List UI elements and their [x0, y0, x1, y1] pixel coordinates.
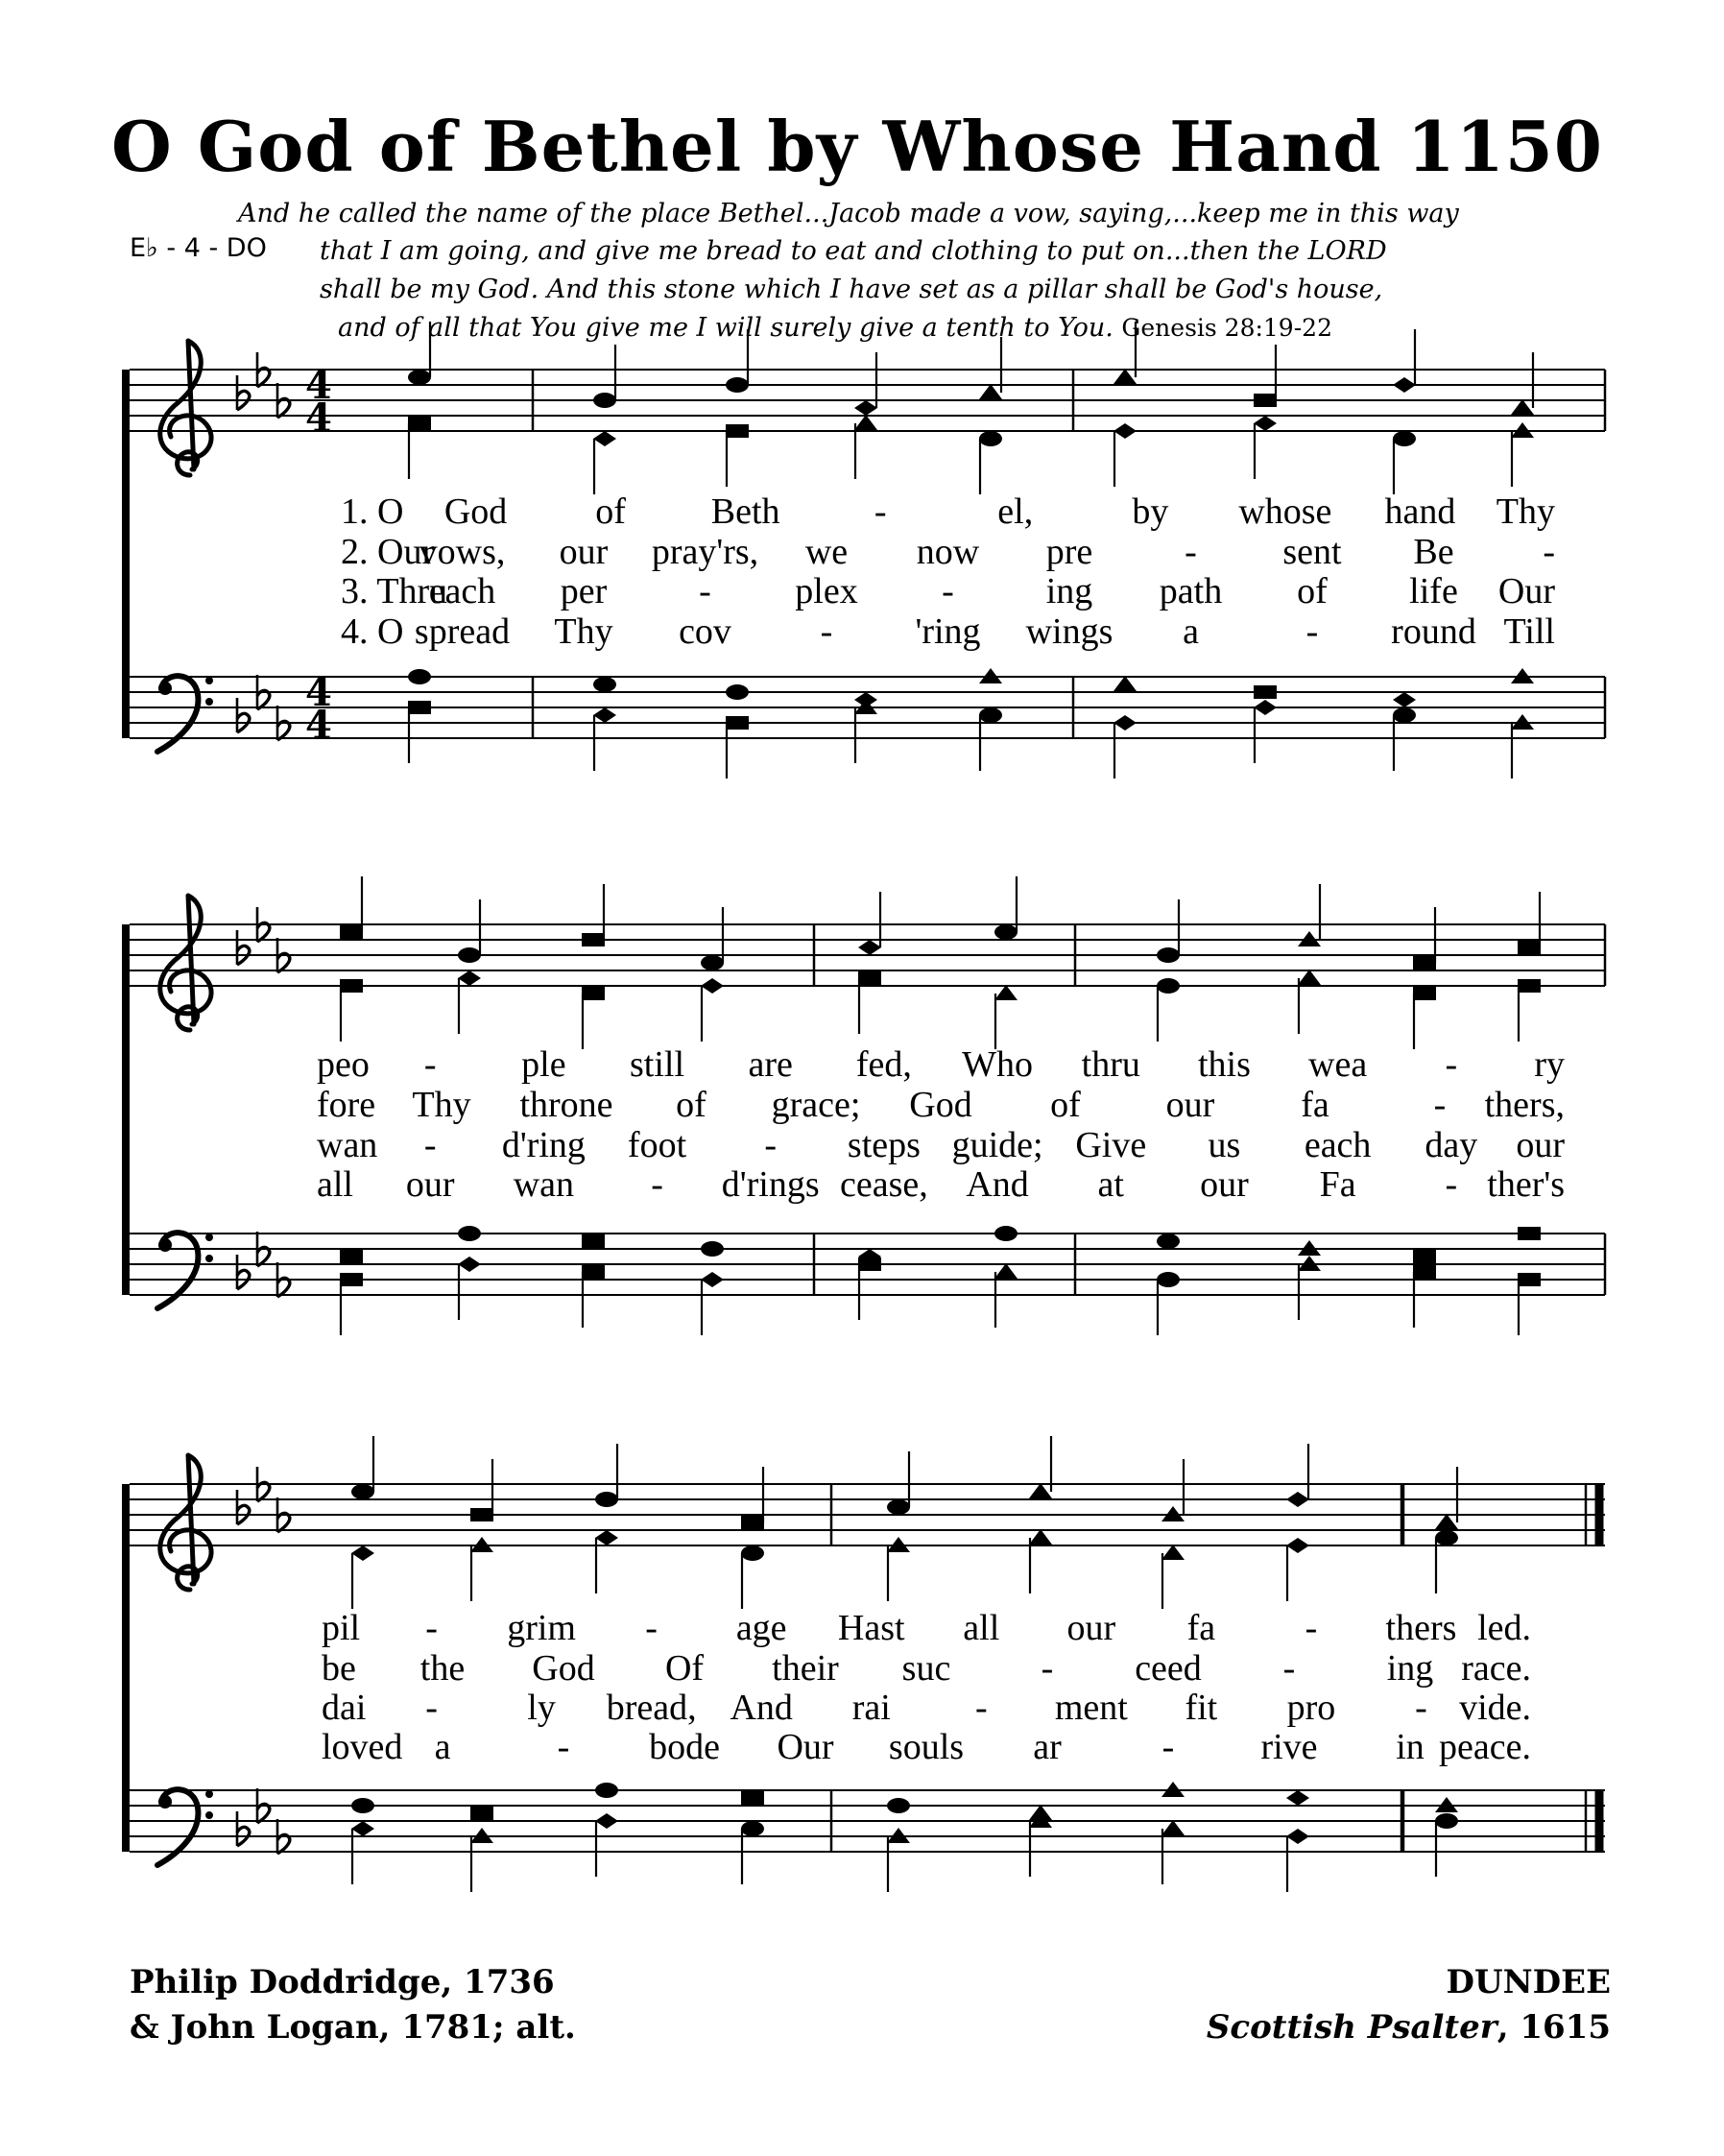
lyric-hyphen: - — [423, 1044, 437, 1085]
note-head — [351, 1798, 374, 1813]
tune-source-year: , 1615 — [1497, 2008, 1611, 2047]
lyric-syllable: each — [428, 571, 496, 611]
note-head-square — [340, 1250, 363, 1263]
note-head-diamond — [1286, 1492, 1309, 1507]
note-head-square — [1413, 987, 1436, 1000]
note-head — [408, 669, 431, 684]
note-head — [1435, 1813, 1458, 1829]
lyric-hyphen: - — [1305, 611, 1319, 652]
note-head — [408, 370, 431, 385]
note-head-diamond — [1254, 416, 1277, 431]
note-head-triangle — [994, 1263, 1018, 1279]
note-head — [1393, 707, 1416, 723]
lyric-syllable: ther's — [1487, 1164, 1565, 1205]
lyric-syllable: ceed — [1135, 1648, 1202, 1689]
lyric-syllable: at — [1097, 1164, 1124, 1205]
lyric-syllable: be — [322, 1648, 356, 1689]
note-head-triangle — [994, 985, 1018, 1000]
lyric-syllable: all — [963, 1608, 1000, 1648]
lyric-syllable: day — [1425, 1125, 1478, 1165]
lyric-syllable: of — [1297, 571, 1328, 611]
note-head-square — [470, 1508, 493, 1521]
note-head-diamond — [1393, 692, 1416, 707]
flat-icon — [237, 1490, 250, 1524]
lyric-syllable: path — [1159, 571, 1223, 611]
note-head — [726, 377, 749, 393]
lyric-syllable: Be — [1413, 532, 1454, 572]
note-head-triangle — [1029, 1483, 1052, 1498]
lyric-syllable: rai — [851, 1688, 891, 1728]
lyric-syllable: 4. O — [341, 611, 404, 652]
lyric-syllable: wan — [513, 1164, 575, 1205]
words-credit-line-1: Philip Doddridge, 1736 — [130, 1963, 555, 2001]
flat-icon — [277, 938, 290, 972]
lyric-syllable: Of — [664, 1648, 705, 1689]
lyric-syllable: guide; — [951, 1125, 1043, 1165]
note-head-triangle — [1161, 1820, 1185, 1835]
lyric-syllable: still — [630, 1044, 685, 1085]
lyric-syllable: fit — [1185, 1688, 1218, 1728]
lyric-syllable: us — [1208, 1125, 1241, 1165]
note-head-diamond — [595, 1813, 618, 1829]
lyric-hyphen: - — [764, 1125, 778, 1165]
note-head-triangle — [854, 415, 877, 430]
lyric-syllable: our — [1200, 1164, 1249, 1205]
note-head-diamond — [1113, 715, 1137, 731]
lyric-syllable: our — [1516, 1125, 1565, 1165]
lyric-syllable: Thy — [412, 1085, 471, 1125]
lyric-syllable: pre — [1045, 532, 1093, 572]
note-head-triangle — [1298, 970, 1321, 985]
lyric-syllable: 'ring — [915, 611, 981, 652]
flat-icon — [257, 1467, 270, 1501]
tune-source-title: Scottish Psalter — [1206, 2008, 1497, 2047]
lyric-syllable: thers, — [1484, 1085, 1565, 1125]
note-head-diamond — [1254, 700, 1277, 715]
note-head-square — [1413, 956, 1436, 970]
treble-clef-icon — [160, 341, 211, 475]
lyric-syllable: all — [317, 1164, 353, 1205]
epigraph-line-2: that I am going, and give me bread to eat and clothing to put on...then the LORD — [320, 236, 1387, 266]
lyric-hyphen: - — [557, 1727, 570, 1767]
bass-clef-icon — [157, 1789, 213, 1865]
note-head — [593, 393, 616, 408]
lyric-syllable: ly — [527, 1688, 556, 1728]
note-head — [979, 707, 1002, 723]
lyric-hyphen: - — [423, 1125, 437, 1165]
note-head-square — [582, 1265, 605, 1279]
lyric-syllable: d'ring — [501, 1125, 586, 1165]
lyric-syllable: Till — [1503, 611, 1555, 652]
lyric-syllable: peace. — [1439, 1727, 1531, 1767]
lyric-syllable: God — [532, 1648, 595, 1689]
note-head-diamond — [701, 978, 724, 994]
note-head — [994, 924, 1018, 940]
flat-icon — [257, 352, 270, 387]
lyric-syllable: thers — [1385, 1608, 1457, 1648]
lyric-syllable: dai — [322, 1688, 367, 1728]
note-head-triangle — [1029, 1529, 1052, 1545]
lyric-hyphen: - — [699, 571, 711, 611]
note-head-square — [726, 424, 749, 438]
note-head-square — [741, 1791, 764, 1805]
lyric-syllable: throne — [519, 1085, 613, 1125]
flat-icon — [277, 1819, 290, 1854]
lyric-syllable: Beth — [710, 491, 780, 532]
note-head — [741, 1545, 764, 1561]
lyric-syllable: wan — [317, 1125, 378, 1165]
flat-icon — [277, 706, 290, 740]
treble-clef-icon — [160, 896, 211, 1030]
lyric-syllable: per — [560, 571, 608, 611]
lyric-syllable: pil — [322, 1608, 361, 1648]
note-head-diamond — [1113, 423, 1137, 439]
lyric-syllable: by — [1132, 491, 1169, 532]
lyric-syllable: cov — [679, 611, 731, 652]
note-head-diamond — [593, 431, 616, 446]
note-head — [887, 1798, 910, 1813]
lyric-syllable: God — [443, 491, 508, 532]
note-head — [887, 1499, 910, 1515]
lyric-syllable: of — [676, 1085, 706, 1125]
note-head — [593, 677, 616, 692]
epigraph-text: and of all that You give me I will surely give a tenth to You. — [338, 313, 1113, 343]
note-head — [458, 947, 481, 963]
note-head — [1393, 431, 1416, 446]
note-head — [741, 1821, 764, 1836]
key-signature-label: E♭ - 4 - DO — [130, 233, 267, 263]
lyric-hyphen: - — [942, 571, 954, 611]
flat-icon — [257, 675, 270, 709]
lyric-syllable: loved — [322, 1727, 403, 1767]
lyric-hyphen: - — [974, 1688, 988, 1728]
lyric-syllable: ry — [1534, 1044, 1565, 1085]
lyric-hyphen: - — [874, 491, 887, 532]
note-head-square — [582, 933, 605, 946]
note-head-diamond — [593, 707, 616, 723]
note-head-square — [1518, 1273, 1541, 1286]
note-head — [1157, 947, 1180, 963]
lyric-syllable: race. — [1461, 1648, 1531, 1689]
words-credit-line-2: & John Logan, 1781; alt. — [130, 2008, 576, 2047]
note-head-diamond — [1286, 1829, 1309, 1844]
lyric-hyphen: - — [1415, 1688, 1427, 1728]
note-head — [595, 1492, 618, 1507]
note-head-square — [340, 1273, 363, 1286]
lyric-syllable: wea — [1308, 1044, 1368, 1085]
lyric-syllable: the — [419, 1648, 466, 1689]
lyric-syllable: Who — [962, 1044, 1034, 1085]
lyric-syllable: led. — [1477, 1608, 1531, 1648]
lyric-syllable: Hast — [837, 1608, 905, 1648]
lyric-syllable: in — [1396, 1727, 1425, 1767]
lyric-syllable: 2. Our — [341, 532, 435, 572]
lyric-syllable: of — [595, 491, 626, 532]
epigraph-line-3: shall be my God. And this stone which I have set as a pillar shall be God's house, — [320, 275, 1383, 304]
note-head — [726, 684, 749, 700]
note-head-triangle — [979, 384, 1002, 399]
note-head — [979, 431, 1002, 446]
lyric-syllable: fa — [1186, 1608, 1216, 1648]
note-head-diamond — [458, 1257, 481, 1272]
lyric-hyphen: - — [1041, 1648, 1054, 1689]
flat-icon — [237, 698, 250, 732]
lyric-hyphen: - — [1161, 1727, 1175, 1767]
lyric-hyphen: - — [1543, 532, 1555, 572]
note-head-square — [582, 987, 605, 1000]
lyric-syllable: round — [1391, 611, 1476, 652]
lyric-syllable: Fa — [1319, 1164, 1356, 1205]
note-head-square — [858, 1258, 881, 1271]
note-head-square — [1413, 1265, 1436, 1279]
note-head-square — [741, 1516, 764, 1529]
note-head-square — [408, 701, 431, 714]
lyric-hyphen: - — [645, 1608, 658, 1648]
lyric-syllable: 3. Thru — [341, 571, 448, 611]
lyric-syllable: fore — [317, 1085, 376, 1125]
note-head — [1157, 1234, 1180, 1249]
lyric-syllable: Thy — [1496, 491, 1555, 532]
note-head-square — [408, 417, 431, 430]
lyric-syllable: ment — [1054, 1688, 1128, 1728]
note-head — [1157, 978, 1180, 994]
time-signature-bottom: 4 — [305, 395, 332, 441]
note-head — [351, 1484, 374, 1499]
lyric-syllable: d'rings — [721, 1164, 820, 1205]
lyric-syllable: vows, — [419, 532, 506, 572]
lyric-syllable: our — [405, 1164, 455, 1205]
flat-icon — [237, 1255, 250, 1289]
lyric-syllable: now — [916, 532, 980, 572]
note-head-square — [340, 979, 363, 993]
scripture-reference: Genesis 28:19-22 — [1121, 314, 1332, 342]
note-head-square — [1518, 979, 1541, 993]
note-head-diamond — [595, 1530, 618, 1545]
lyric-syllable: their — [772, 1648, 839, 1689]
note-head-diamond — [858, 940, 881, 955]
note-head — [701, 955, 724, 970]
lyric-syllable: bread, — [606, 1688, 697, 1728]
lyric-syllable: spread — [414, 611, 511, 652]
lyric-syllable: Our — [1497, 571, 1555, 611]
lyric-hyphen: - — [1445, 1164, 1458, 1205]
bass-clef-icon — [157, 1233, 213, 1308]
time-signature-top: 4 — [305, 363, 332, 408]
note-head-diamond — [458, 970, 481, 986]
lyric-syllable: our — [559, 532, 609, 572]
note-head-square — [1518, 941, 1541, 954]
hymn-title: O God of Bethel by Whose Hand 1150 — [111, 106, 1603, 187]
note-head — [994, 1226, 1018, 1241]
note-head — [595, 1783, 618, 1798]
lyric-syllable: bode — [649, 1727, 720, 1767]
lyric-syllable: Give — [1075, 1125, 1147, 1165]
lyric-hyphen: - — [651, 1164, 663, 1205]
flat-icon — [237, 375, 250, 410]
flat-icon — [257, 1232, 270, 1266]
tune-source — [1207, 2008, 1611, 2047]
lyric-syllable: thru — [1081, 1044, 1140, 1085]
lyric-hyphen: - — [1282, 1648, 1296, 1689]
lyric-syllable: souls — [888, 1727, 965, 1767]
treble-clef-icon — [160, 1455, 211, 1590]
note-head-diamond — [351, 1821, 374, 1836]
lyric-syllable: suc — [901, 1648, 951, 1689]
note-head — [458, 1226, 481, 1241]
flat-icon — [257, 1788, 270, 1823]
lyric-syllable: God — [909, 1085, 972, 1125]
lyric-syllable: age — [735, 1608, 787, 1648]
note-head — [1435, 1530, 1458, 1545]
lyric-syllable: ing — [1386, 1648, 1434, 1689]
lyric-syllable: pro — [1286, 1688, 1336, 1728]
lyric-syllable: vide. — [1459, 1688, 1531, 1728]
lyric-syllable: Our — [777, 1727, 834, 1767]
flat-icon — [237, 930, 250, 965]
lyric-syllable: el, — [997, 491, 1034, 532]
note-head-triangle — [1435, 1514, 1458, 1529]
note-head-triangle — [1113, 676, 1137, 691]
note-head-square — [340, 925, 363, 939]
flat-icon — [277, 1497, 290, 1532]
lyrics-block — [317, 491, 1565, 1767]
note-head-diamond — [1393, 377, 1416, 393]
lyric-syllable: our — [1066, 1608, 1116, 1648]
flat-icon — [277, 1262, 290, 1297]
lyric-syllable: a — [434, 1727, 451, 1767]
lyric-syllable: this — [1198, 1044, 1251, 1085]
lyric-syllable: wings — [1025, 611, 1113, 652]
lyric-syllable: our — [1165, 1085, 1215, 1125]
lyric-syllable: grim — [507, 1608, 576, 1648]
lyric-syllable: fed, — [855, 1044, 912, 1085]
note-head-triangle — [1113, 369, 1137, 384]
note-head-diamond — [351, 1545, 374, 1561]
lyric-hyphen: - — [1445, 1044, 1458, 1085]
lyric-syllable: peo — [317, 1044, 370, 1085]
lyric-syllable: grace; — [771, 1085, 861, 1125]
note-head-square — [1518, 1227, 1541, 1240]
epigraph-line-1: And he called the name of the place Bethel...Jacob made a vow, saying,...keep me in this way — [238, 199, 1459, 228]
bass-clef-icon — [157, 676, 213, 752]
lyric-syllable: fa — [1301, 1085, 1329, 1125]
lyric-syllable: each — [1304, 1125, 1372, 1165]
lyric-syllable: pray'rs, — [651, 532, 759, 572]
lyric-hyphen: - — [820, 611, 833, 652]
lyric-syllable: cease, — [840, 1164, 928, 1205]
flat-icon — [277, 383, 290, 418]
note-head-diamond — [701, 1272, 724, 1287]
note-head-diamond — [1286, 1538, 1309, 1553]
note-head-diamond — [854, 400, 877, 416]
note-head-square — [726, 716, 749, 730]
lyric-syllable: a — [1183, 611, 1199, 652]
lyric-syllable: steps — [847, 1125, 921, 1165]
lyric-syllable: plex — [795, 571, 858, 611]
note-head-diamond — [1286, 1790, 1309, 1806]
note-head-square — [1413, 1250, 1436, 1263]
lyric-syllable: foot — [627, 1125, 687, 1165]
lyric-syllable: And — [730, 1688, 793, 1728]
lyric-hyphen: - — [1305, 1608, 1318, 1648]
lyric-syllable: 1. O — [341, 491, 404, 532]
lyric-syllable: ing — [1045, 571, 1093, 611]
note-head — [1157, 1272, 1180, 1287]
note-head-triangle — [1161, 1545, 1185, 1560]
note-head — [701, 1241, 724, 1257]
flat-icon — [237, 1811, 250, 1846]
lyric-hyphen: - — [425, 1688, 438, 1728]
lyric-syllable: Thy — [554, 611, 613, 652]
lyric-syllable: of — [1050, 1085, 1081, 1125]
tune-name: DUNDEE — [1446, 1963, 1611, 2001]
note-head-square — [470, 1807, 493, 1820]
note-head-square — [1254, 685, 1277, 699]
time-signature-bottom: 4 — [305, 703, 332, 748]
lyric-syllable: life — [1409, 571, 1458, 611]
lyric-syllable: And — [966, 1164, 1029, 1205]
lyric-syllable: we — [804, 532, 849, 572]
note-head-square — [582, 1234, 605, 1248]
lyric-hyphen: - — [1433, 1085, 1447, 1125]
note-head-square — [858, 971, 881, 985]
lyric-hyphen: - — [425, 1608, 438, 1648]
lyric-syllable: ple — [521, 1044, 566, 1085]
time-signature-top: 4 — [305, 670, 332, 715]
note-head-square — [1254, 394, 1277, 407]
flat-icon — [257, 907, 270, 942]
lyric-syllable: are — [748, 1044, 793, 1085]
note-head-triangle — [1511, 399, 1534, 415]
lyric-syllable: whose — [1238, 491, 1332, 532]
lyric-hyphen: - — [1185, 532, 1197, 572]
lyric-syllable: ar — [1033, 1727, 1062, 1767]
lyric-syllable: sent — [1282, 532, 1342, 572]
lyric-syllable: rive — [1260, 1727, 1318, 1767]
lyric-syllable: hand — [1384, 491, 1456, 532]
